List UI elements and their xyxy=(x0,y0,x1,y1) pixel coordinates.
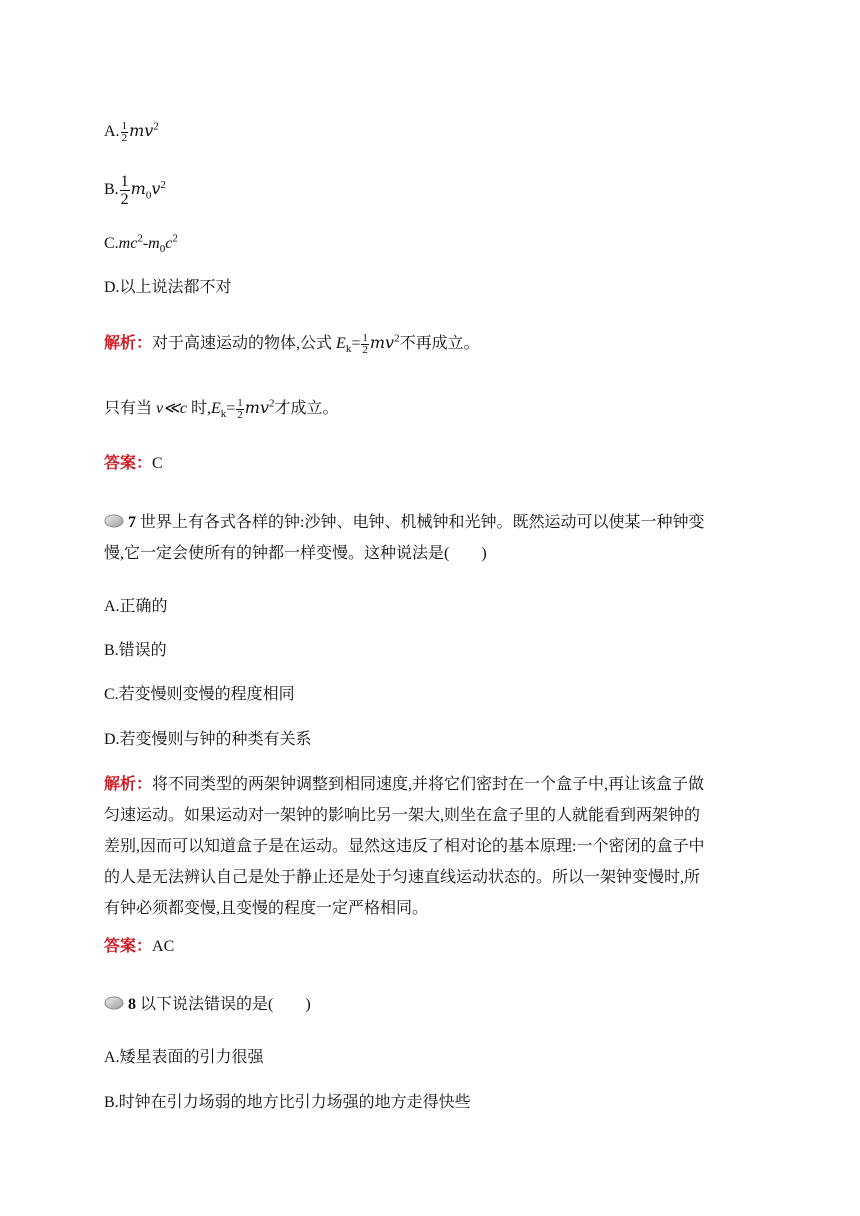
option-b: B. $\frac{1}{2}$ $m_0v^2$ xyxy=(104,173,166,208)
answer-q6 xyxy=(104,453,163,475)
analysis-line-2: 只有当 v≪c 时$,E_k=$ $\frac{1}{2}$ $mv^2$才成立。 xyxy=(104,396,339,421)
question-number: 8 xyxy=(128,996,136,1013)
q7-option-b: B.错误的 xyxy=(104,642,167,659)
analysis-line-1: 解析：对于高速运动的物体,公式 $E_k=$ $\frac{1}{2}$ $mv^2$不再成立。 xyxy=(104,331,480,356)
option-c: $C.mc^2-m_0c^2$ xyxy=(104,232,178,256)
question-number: 7 xyxy=(128,514,136,531)
fraction: $\frac{1}{2}$ xyxy=(120,173,129,208)
answer-label: 答案： xyxy=(104,938,153,955)
q8-option-b: B.时钟在引力场弱的地方比引力场强的地方走得快些 xyxy=(104,1094,471,1111)
answer-label: 答案： xyxy=(104,455,153,472)
fraction: $\frac{1}{2}$ xyxy=(362,331,368,356)
fraction: $\frac{1}{2}$ xyxy=(121,119,128,144)
question-7-stem: 7 世界上有各式各样的钟:沙钟、电钟、机械钟和光钟。既然运动可以使某一种钟变 慢,它一定会使所有的钟都一样变慢。这种说法是( ) xyxy=(104,514,705,562)
option-a: A. $\frac{1}{2}$ $mv^2$ xyxy=(104,119,159,144)
q7-option-c: C.若变慢则变慢的程度相同 xyxy=(104,686,295,703)
answer-q7 xyxy=(104,936,174,958)
analysis-label: 解析： xyxy=(104,776,153,793)
answer-value: AC xyxy=(152,938,175,955)
fraction: $\frac{1}{2}$ xyxy=(237,396,243,421)
q7-analysis: 解析：将不同类型的两架钟调整到相同速度,并将它们密封在一个盒子中,再让该盒子做 匀速运动。如果运动对一架钟的影响比另一架大,则坐在盒子里的人就能看到两架钟的 差别,因而可以知道盒子是在运动。显然这违反了相对论的基本原理:一个密闭的盒子中 的人是无法辨认自己是处于静止还是处于匀速直线运动状态的。所以一架钟变慢时,所 有钟必须都变慢,且变慢的程度一定严格相同。 xyxy=(104,776,705,917)
answer-value: C xyxy=(152,455,163,472)
q7-option-a: A.正确的 xyxy=(104,598,168,615)
question-8-stem: 8 以下说法错误的是( ) xyxy=(104,994,311,1016)
question-marker-icon xyxy=(104,514,124,528)
q8-option-a: A.矮星表面的引力很强 xyxy=(104,1049,264,1066)
q7-option-d: D.若变慢则与钟的种类有关系 xyxy=(104,731,312,748)
analysis-label: 解析： xyxy=(104,335,153,352)
question-marker-icon xyxy=(104,996,124,1010)
option-d: D.以上说法都不对 xyxy=(104,279,232,296)
